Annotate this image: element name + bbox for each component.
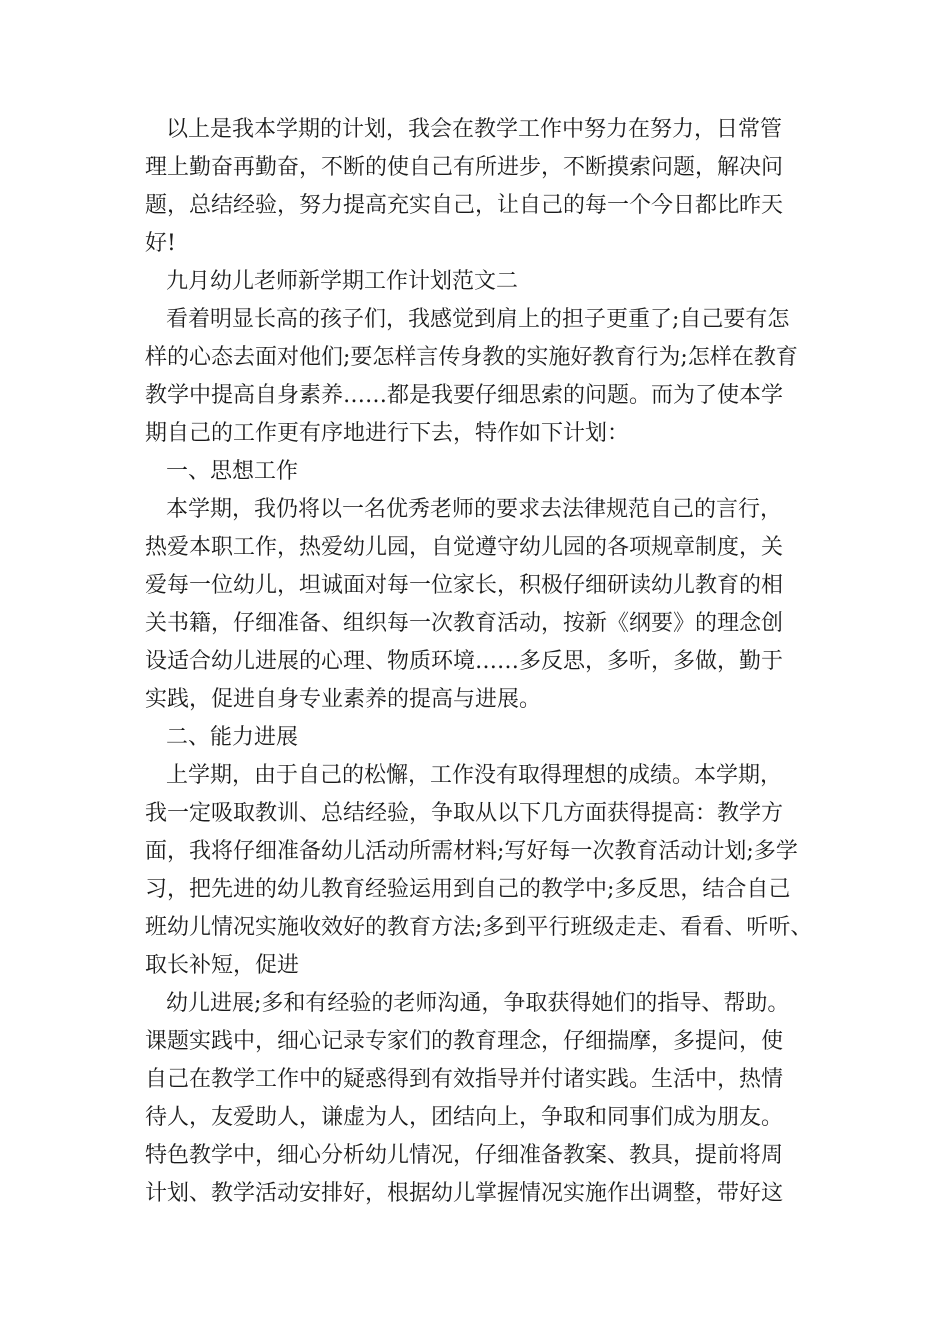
paragraph-line: 特色教学中，细心分析幼儿情况，仔细准备教案、教具，提前将周 [145,1143,784,1168]
paragraph-line: 期自己的工作更有序地进行下去，特作如下计划： [145,421,630,446]
paragraph-line: 以上是我本学期的计划，我会在教学工作中努力在努力，日常管 [166,117,783,142]
paragraph-line: 关书籍，仔细准备、组织每一次教育活动，按新《纲要》的理念创 [145,611,784,636]
paragraph-line: 取长补短，促进 [145,953,300,978]
paragraph-line: 计划、教学活动安排好，根据幼儿掌握情况实施作出调整，带好这 [145,1181,784,1206]
paragraph-line: 我一定吸取教训、总结经验，争取从以下几方面获得提高：教学方 [145,801,784,826]
paragraph-line: 待人，友爱助人，谦虚为人，团结向上，争取和同事们成为朋友。 [145,1105,784,1130]
paragraph-line: 理上勤奋再勤奋，不断的使自己有所进步，不断摸索问题，解决问 [145,155,784,180]
paragraph-line: 好! [145,231,176,256]
paragraph-line: 班幼儿情况实施收效好的教育方法;多到平行班级走走、看看、听听、 [145,915,813,940]
paragraph-line: 幼儿进展;多和有经验的老师沟通，争取获得她们的指导、帮助。 [166,991,790,1016]
paragraph-line: 样的心态去面对他们;要怎样言传身教的实施好教育行为;怎样在教育 [145,345,798,370]
paragraph-line: 习，把先进的幼儿教育经验运用到自己的教学中;多反思，结合自己 [145,877,791,902]
paragraph-line: 面，我将仔细准备幼儿活动所需材料;写好每一次教育活动计划;多学 [145,839,798,864]
paragraph-line: 本学期，我仍将以一名优秀老师的要求去法律规范自己的言行， [166,497,783,522]
paragraph-line: 看着明显长高的孩子们，我感觉到肩上的担子更重了;自己要有怎 [166,307,790,332]
section-title: 九月幼儿老师新学期工作计划范文二 [166,269,519,294]
section-heading: 二、能力进展 [166,725,299,750]
paragraph-line: 热爱本职工作，热爱幼儿园，自觉遵守幼儿园的各项规章制度，关 [145,535,784,560]
paragraph-line: 自己在教学工作中的疑惑得到有效指导并付诸实践。生活中，热情 [145,1067,784,1092]
section-heading: 一、思想工作 [166,459,299,484]
paragraph-line: 实践，促进自身专业素养的提高与进展。 [145,687,542,712]
paragraph-line: 上学期，由于自己的松懈，工作没有取得理想的成绩。本学期， [166,763,783,788]
paragraph-line: 爱每一位幼儿，坦诚面对每一位家长，积极仔细研读幼儿教育的相 [145,573,784,598]
paragraph-line: 课题实践中，细心记录专家们的教育理念，仔细揣摩，多提问，使 [145,1029,784,1054]
paragraph-line: 题，总结经验，努力提高充实自己，让自己的每一个今日都比昨天 [145,193,784,218]
paragraph-line: 设适合幼儿进展的心理、物质环境……多反思，多听，多做，勤于 [145,649,784,674]
paragraph-line: 教学中提高自身素养……都是我要仔细思索的问题。而为了使本学 [145,383,784,408]
